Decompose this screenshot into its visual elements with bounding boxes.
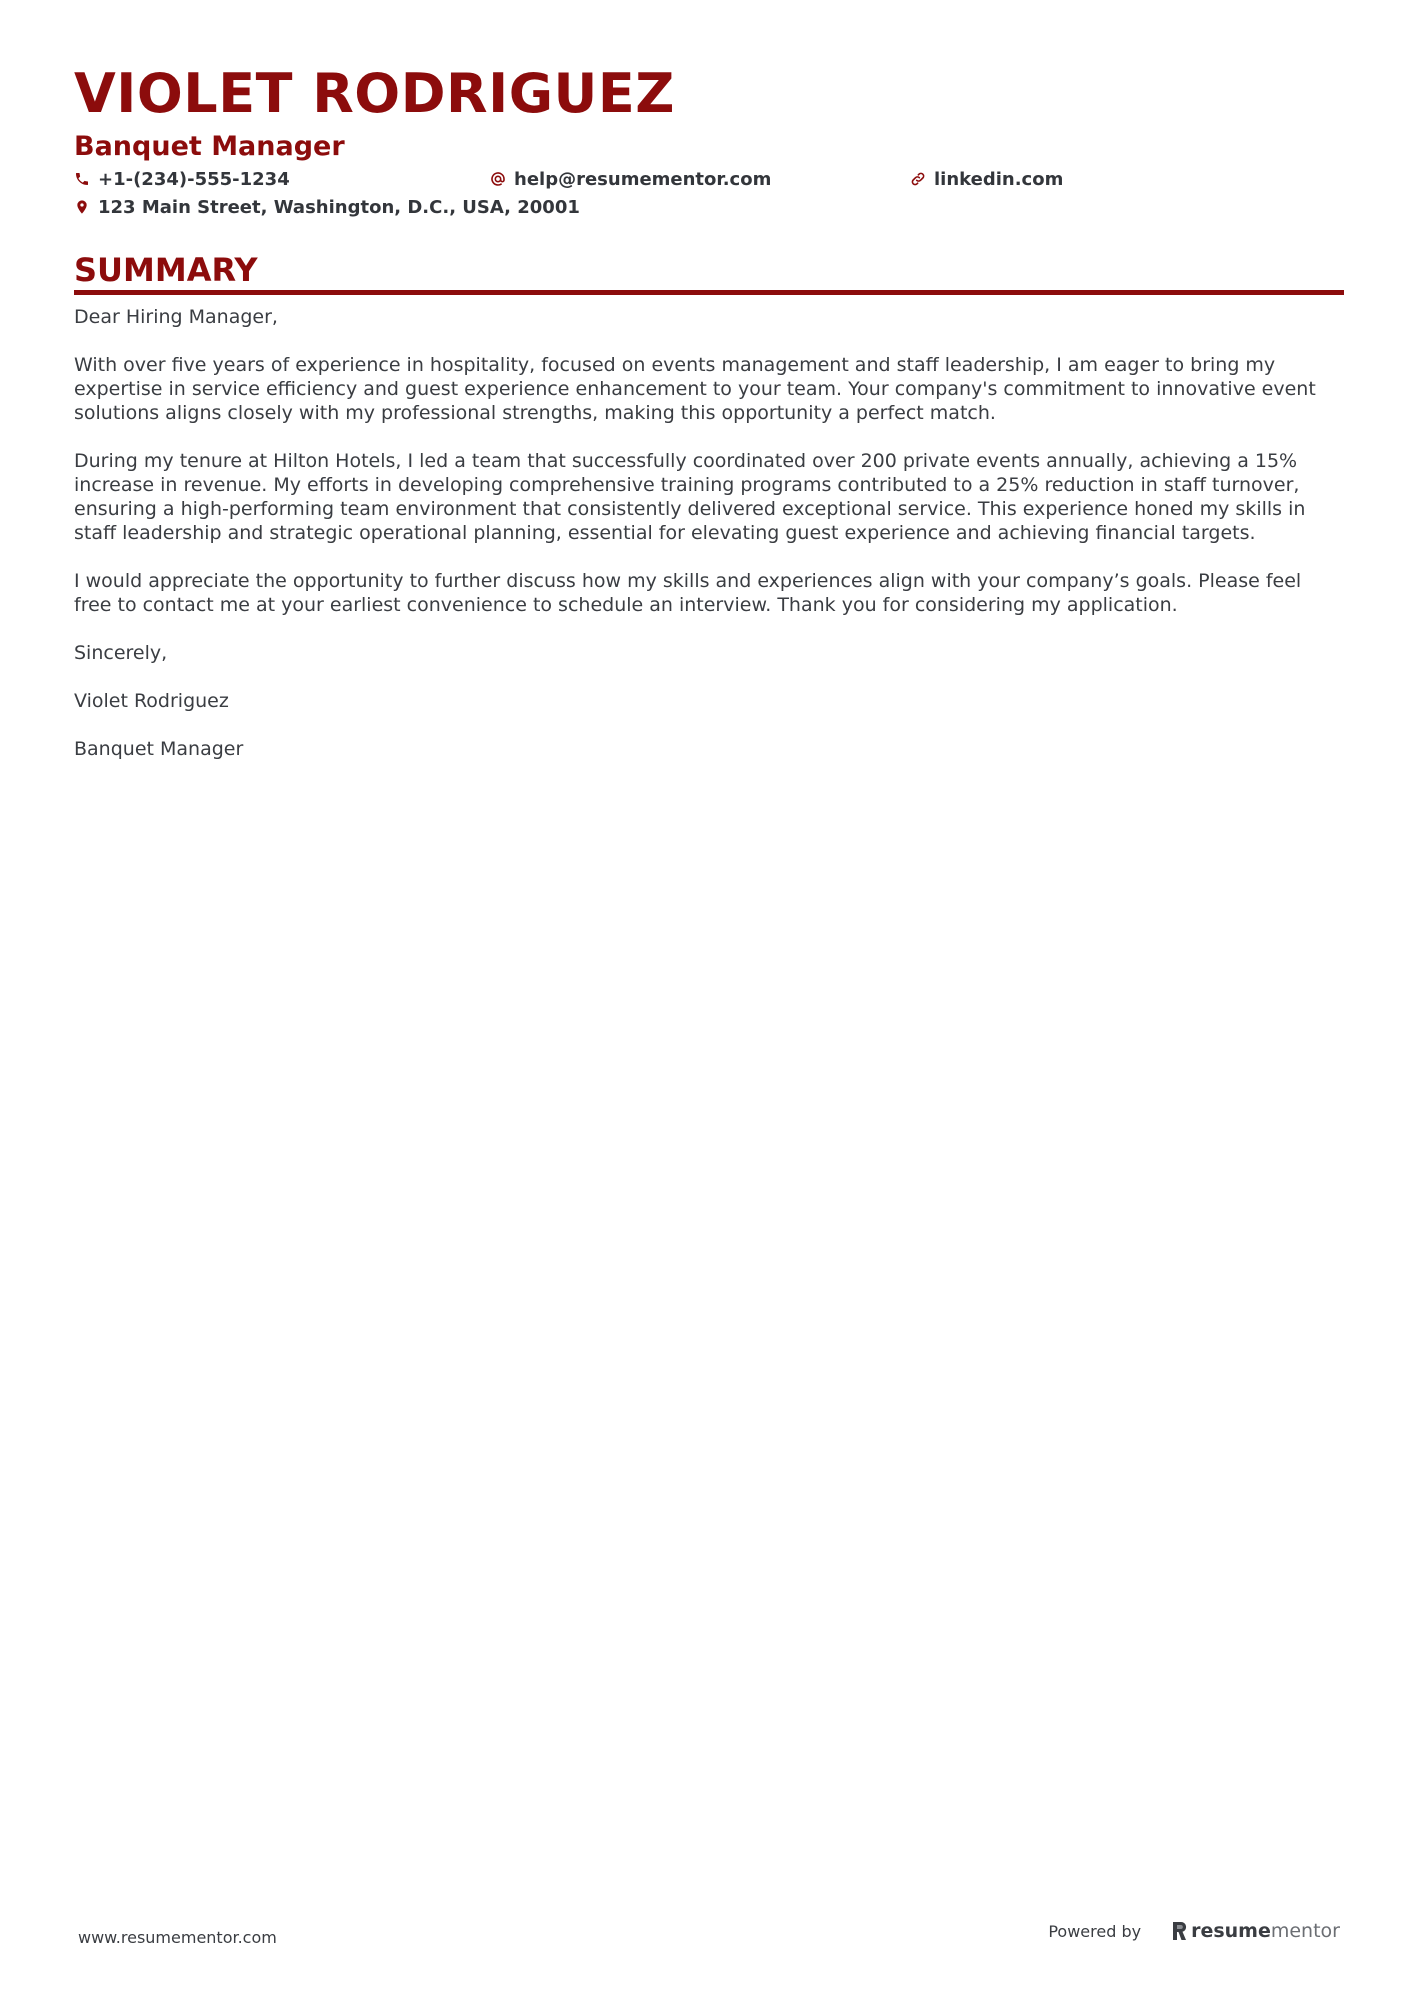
powered-by-label: Powered by: [1048, 1921, 1142, 1941]
email-text: help@resumementor.com: [514, 168, 772, 190]
contact-email[interactable]: [490, 166, 771, 192]
phone-icon: [74, 171, 90, 187]
brand-name-light: mentor: [1270, 1920, 1340, 1942]
brand-name-bold: resume: [1191, 1920, 1271, 1942]
brand-logo[interactable]: [1171, 1920, 1340, 1942]
signature-name: Violet Rodriguez: [74, 690, 229, 712]
letter-paragraph: I would appreciate the opportunity to further discuss how my skills and experiences align with your company’s goals. Please feel free to contact me at your earliest convenience to schedule an interview. Thank you for considering my application.: [74, 570, 1302, 616]
phone-text: +1-(234)-555-1234: [98, 168, 290, 190]
salutation: Dear Hiring Manager,: [74, 306, 278, 328]
link-icon: [910, 171, 926, 187]
location-pin-icon: [74, 199, 90, 215]
at-icon: [490, 171, 506, 187]
summary-heading: SUMMARY: [74, 251, 258, 289]
contact-row-1: [74, 166, 1344, 192]
contact-phone[interactable]: [74, 166, 290, 192]
footer-branding: [1048, 1920, 1340, 1942]
resumementor-logo-icon: [1171, 1921, 1187, 1941]
letter-paragraph: During my tenure at Hilton Hotels, I led a team that successfully coordinated over 200 private events annually, achieving a 15% increase in revenue. My efforts in developing comprehensive training programs contributed to a 25% reduction in staff turnover, ensuring a high-performing team environment that consistently delivered exceptional service. This experience honed my skills in staff leadership and strategic operational planning, essential for elevating guest experience and achieving financial targets.: [74, 450, 1306, 544]
job-title: Banquet Manager: [74, 131, 345, 162]
footer-website[interactable]: www.resumementor.com: [78, 1928, 277, 1947]
closing: Sincerely,: [74, 642, 168, 664]
resume-page: [74, 58, 1344, 785]
candidate-name: VIOLET RODRIGUEZ: [74, 62, 675, 125]
contact-address: [74, 194, 580, 220]
cover-letter-body: [74, 305, 1344, 761]
letter-paragraph: With over five years of experience in hospitality, focused on events management and staff leadership, I am eager to bring my expertise in service efficiency and guest experience enhancement to your team. Your company's commitment to innovative event solutions aligns closely with my professional strengths, making this opportunity a perfect match.: [74, 354, 1316, 424]
linkedin-text: linkedin.com: [934, 168, 1064, 190]
signature-title: Banquet Manager: [74, 738, 244, 760]
contact-row-2: [74, 194, 1344, 220]
section-divider: [74, 290, 1344, 295]
contact-linkedin[interactable]: [910, 166, 1063, 192]
address-text: 123 Main Street, Washington, D.C., USA, 20001: [98, 196, 580, 218]
